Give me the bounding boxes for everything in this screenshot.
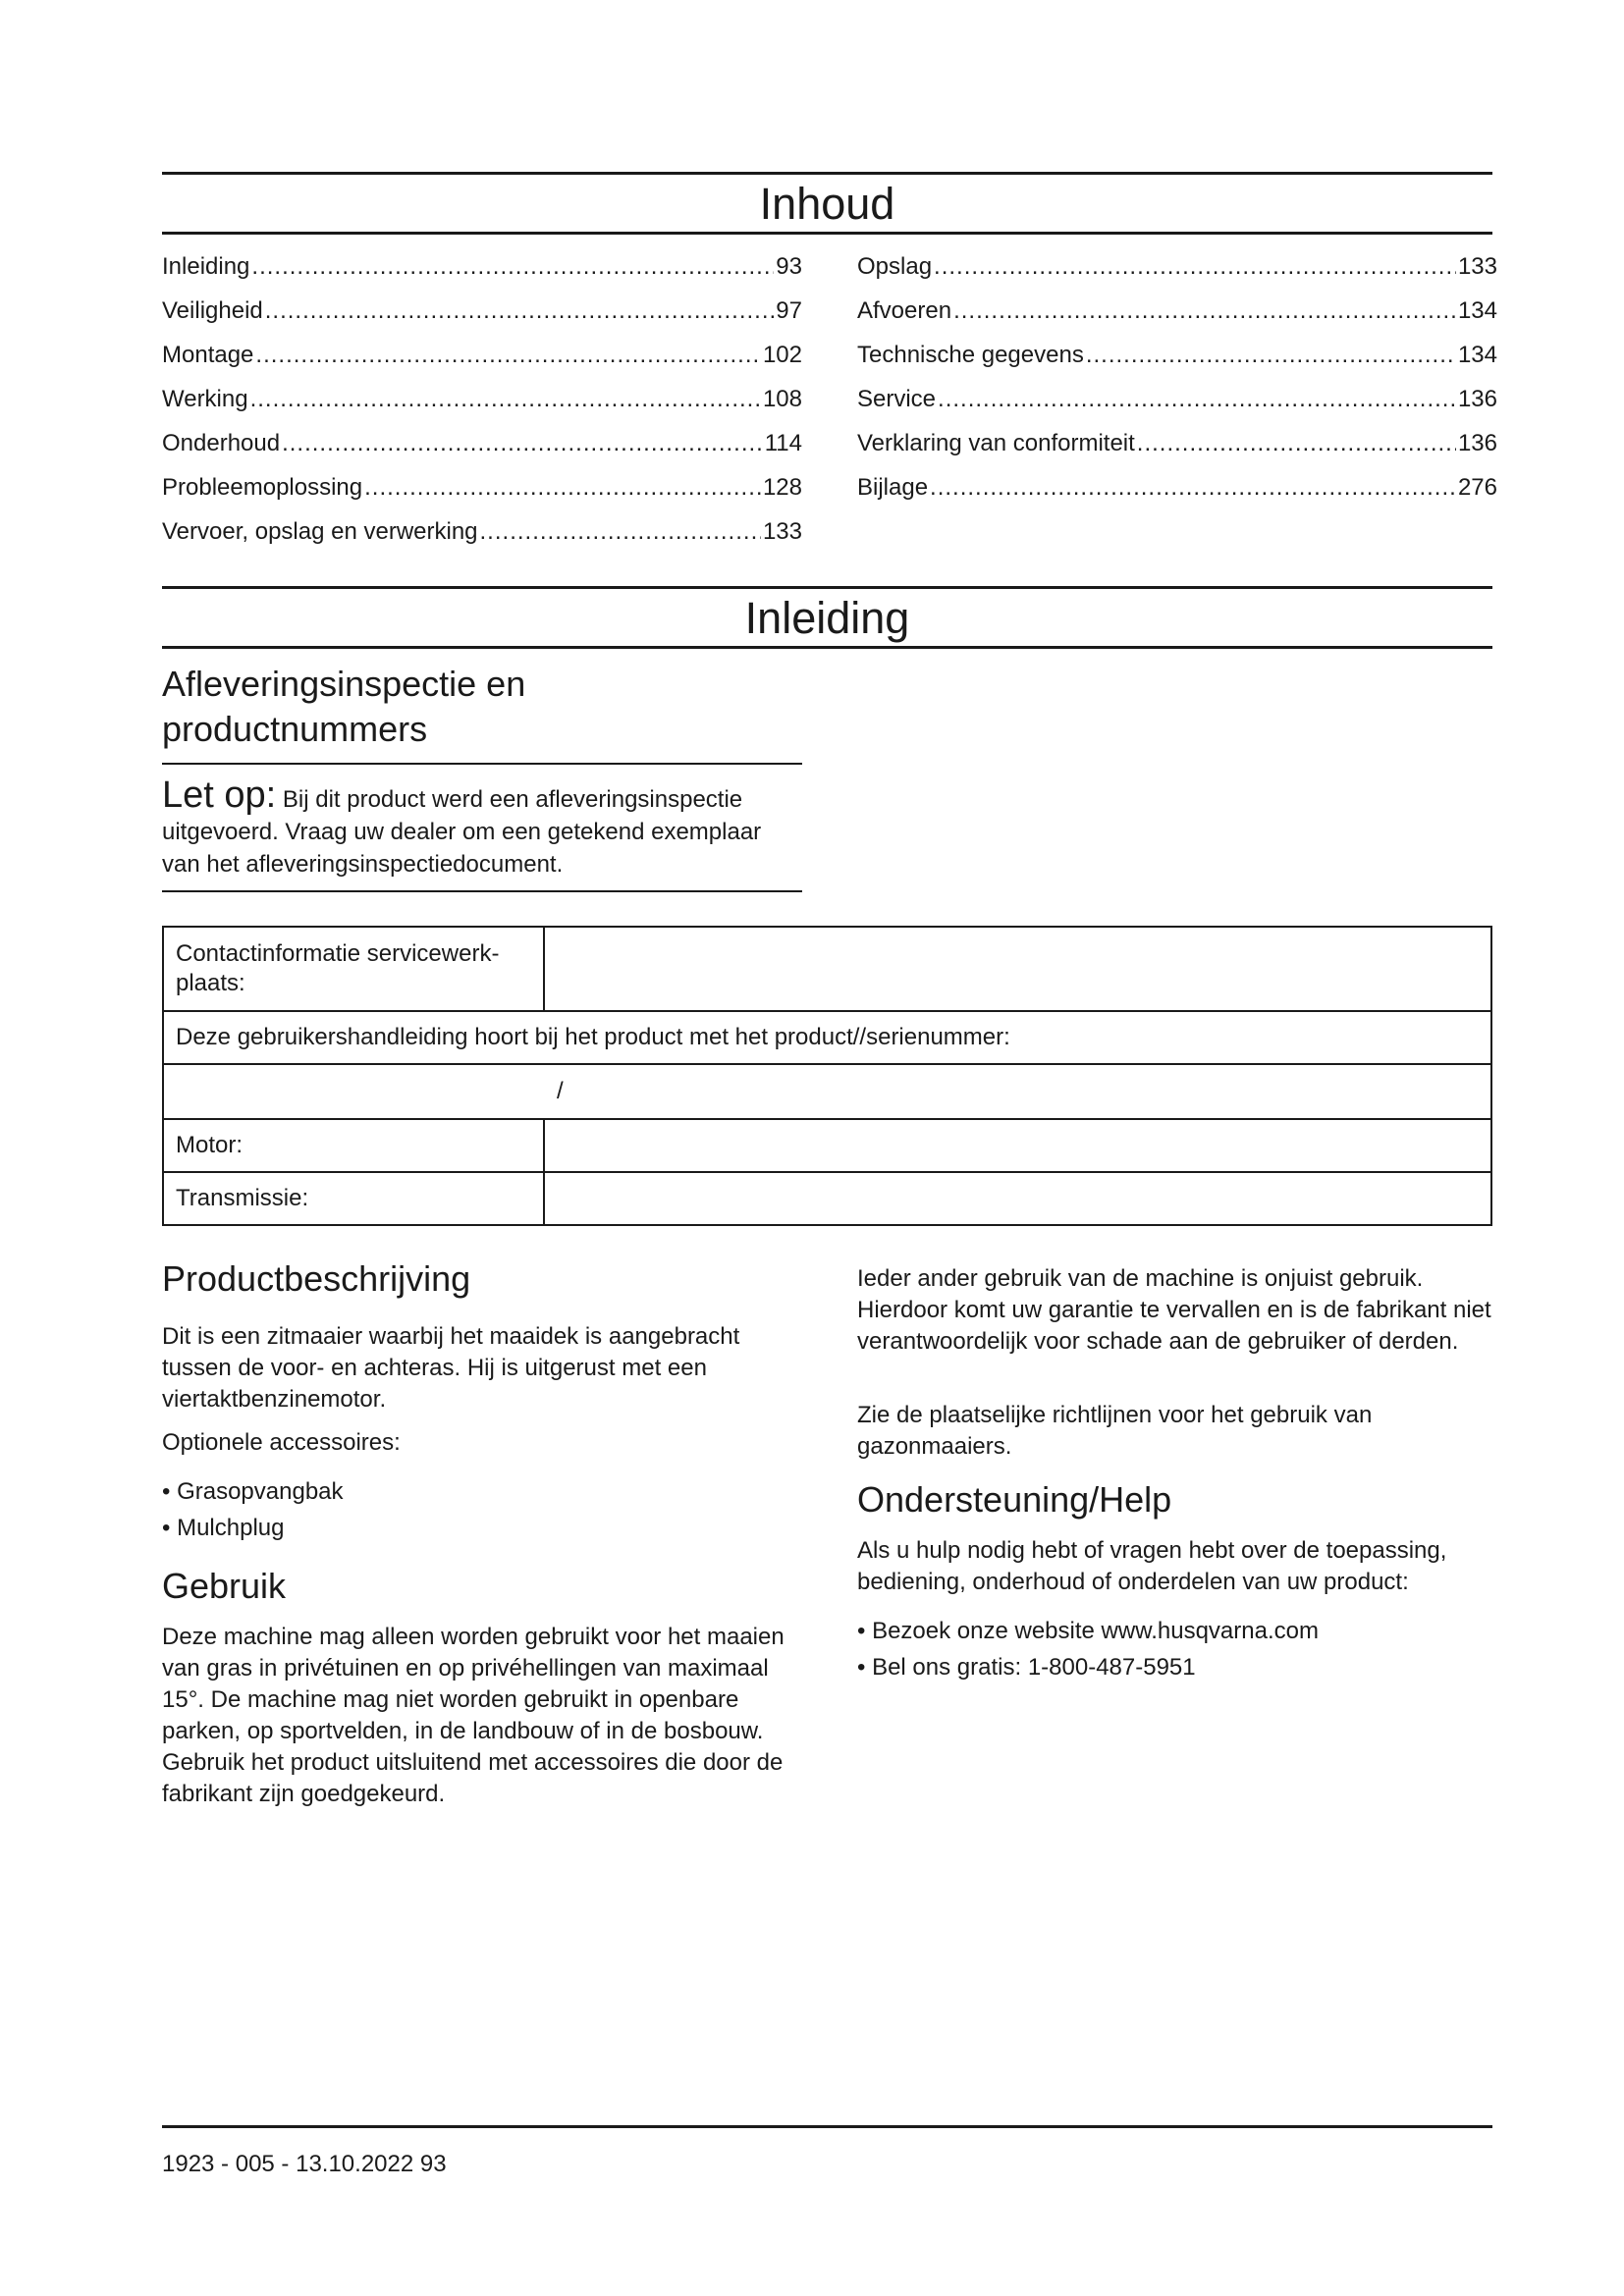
transmission-value-field[interactable] <box>544 1172 1491 1225</box>
toc-entry[interactable]: Montage ..... 102 <box>162 341 802 385</box>
inleiding-title: Inleiding <box>744 593 910 643</box>
motor-value-field[interactable] <box>544 1119 1491 1172</box>
toc-entry[interactable]: Veiligheid ..... 97 <box>162 296 802 341</box>
note-text: Bij dit product werd een afleveringsinspectie uitgevoerd. Vraag uw dealer om een getekend exemplaar van het afleveringsinspectiedocument. <box>162 786 762 878</box>
toc-title: Inhoud <box>759 179 895 229</box>
product-heading: Productbeschrijving <box>162 1258 471 1299</box>
toc-entry[interactable]: Technische gegevens ..... 134 <box>857 341 1497 385</box>
inleiding-heading <box>162 586 1492 649</box>
support-heading: Ondersteuning/Help <box>857 1479 1172 1520</box>
page-footer: 1923 - 005 - 13.10.2022 93 <box>162 2151 447 2177</box>
toc-entry[interactable]: Bijlage ..... 276 <box>857 473 1497 517</box>
toc-entry[interactable]: Service ..... 136 <box>857 385 1497 429</box>
contact-label: Contactinformatie servicewerk-plaats: <box>163 927 544 1011</box>
product-info-table <box>162 926 1492 1226</box>
accessories-label: Optionele accessoires: <box>162 1429 401 1456</box>
toc-entry[interactable]: Onderhoud ..... 114 <box>162 429 802 473</box>
toc-entry[interactable]: Verklaring van conformiteit ..... 136 <box>857 429 1497 473</box>
manual-text: Deze gebruikershandleiding hoort bij het product met het product//serienummer: <box>163 1011 1491 1064</box>
accessory-item: • Grasopvangbak <box>162 1478 344 1505</box>
serial-number-field[interactable] <box>163 1064 1491 1119</box>
toc-entry[interactable]: Inleiding ..... 93 <box>162 252 802 296</box>
delivery-heading: Afleveringsinspectie en productnummers <box>162 664 526 749</box>
toc-right-column <box>857 252 1497 517</box>
toc-entry[interactable]: Vervoer, opslag en verwerking ..... 133 <box>162 517 802 561</box>
product-text: Dit is een zitmaaier waarbij het maaidek is aangebracht tussen de voor- en achteras. Hij is uitgerust met een viertaktbenzinemotor. <box>162 1323 740 1413</box>
transmission-label: Transmissie: <box>163 1172 544 1225</box>
toc-entry[interactable]: Probleemoplossing ..... 128 <box>162 473 802 517</box>
usage-heading: Gebruik <box>162 1566 287 1606</box>
toc-entry[interactable]: Werking ..... 108 <box>162 385 802 429</box>
accessory-item: • Mulchplug <box>162 1515 285 1541</box>
note-title: Let op: <box>162 774 277 816</box>
toc-entry[interactable]: Opslag ..... 133 <box>857 252 1497 296</box>
toc-heading <box>162 172 1492 235</box>
note-box <box>162 763 802 892</box>
contact-value-field[interactable] <box>544 927 1491 1011</box>
usage-local-guidelines: Zie de plaatselijke richtlijnen voor het gebruik van gazonmaaiers. <box>857 1402 1373 1460</box>
usage-text-continued: Ieder ander gebruik van de machine is onjuist gebruik. Hierdoor komt uw garantie te vervallen en is de fabrikant niet verantwoordelijk voor schade aan de gebruiker of derden. <box>857 1265 1491 1355</box>
serial-separator: / <box>557 1078 564 1104</box>
toc-entry[interactable]: Afvoeren ..... 134 <box>857 296 1497 341</box>
support-text: Als u hulp nodig hebt of vragen hebt over de toepassing, bediening, onderhoud of onderdelen van uw product: <box>857 1537 1447 1595</box>
toc-left-column <box>162 252 802 561</box>
support-website-item[interactable]: • Bezoek onze website www.husqvarna.com <box>857 1618 1319 1644</box>
usage-text: Deze machine mag alleen worden gebruikt voor het maaien van gras in privétuinen en op privéhellingen van maximaal 15°. De machine mag niet worden gebruikt in openbare parken, op sportvelden, in de landbouw of in de bosbouw. Gebruik het product uitsluitend met accessoires die door de fabrikant zijn goedgekeurd. <box>162 1624 785 1807</box>
footer-divider <box>162 2125 1492 2128</box>
motor-label: Motor: <box>163 1119 544 1172</box>
support-phone-item[interactable]: • Bel ons gratis: 1-800-487-5951 <box>857 1654 1196 1681</box>
